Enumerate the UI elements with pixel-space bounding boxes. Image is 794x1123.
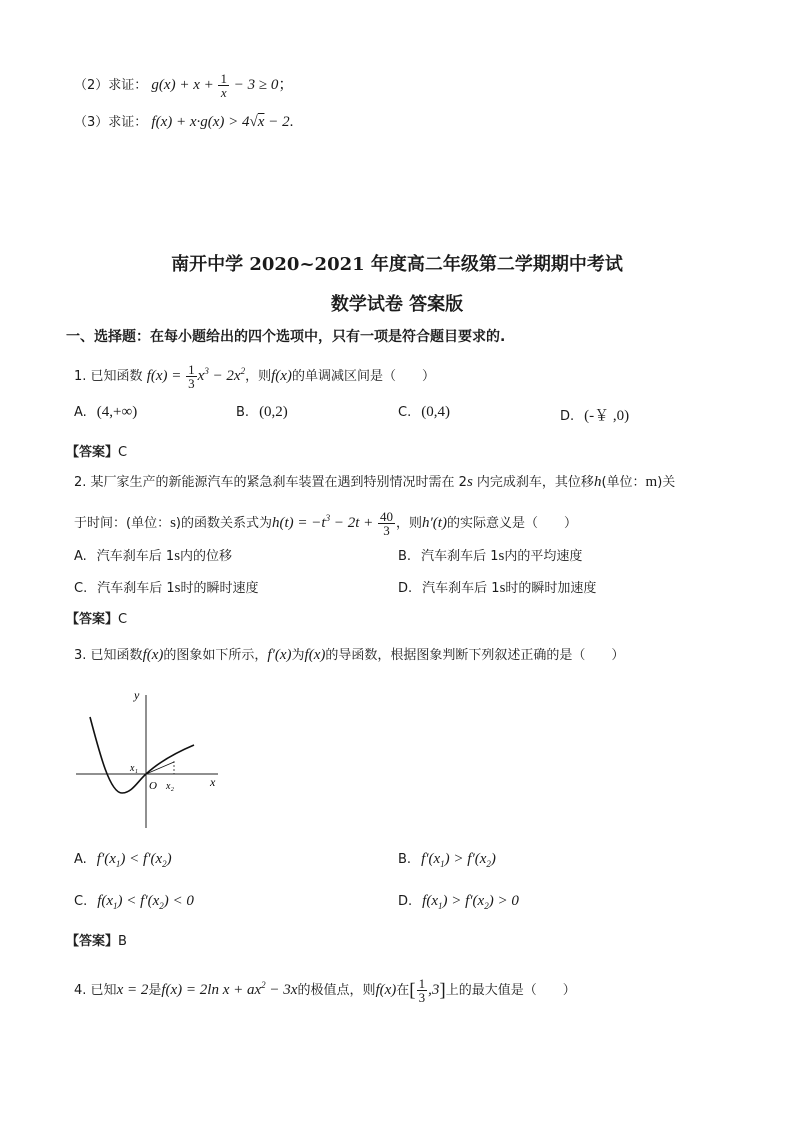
q2-line2-d: 的实际意义是（ ）: [446, 516, 577, 531]
q3-a-formula: $f'(x_1) < f'(x_2)$: [96, 851, 172, 869]
q3-answer-value: B: [118, 934, 127, 949]
q2-answer-tag: 【答案】: [66, 612, 119, 627]
q1-c-value: (0,4): [421, 404, 450, 420]
question-1: [74, 361, 435, 390]
q1-function: f(x) = $\frac{1}{3}$ $x^3 - 2x^2$: [146, 362, 246, 392]
part3-formula: f(x) + x·g(x) > 4√x − 2.: [151, 114, 294, 130]
q3-option-b[interactable]: [398, 851, 496, 869]
q2-line1-d: )关: [657, 475, 676, 490]
q2-b-text2: 内的平均速度: [504, 549, 583, 564]
question-2-line-1: 2. 某厂家生产的新能源汽车的紧急刹车装置在遇到特别情况时需在 2s 内完成刹车，其位移h(单位：m)关: [74, 474, 676, 490]
q4-interval: [ $\frac{1}{3}$ ,3]: [409, 976, 446, 1006]
exam-subtitle: 数学试卷 答案版: [330, 294, 464, 315]
q2-number: 2.: [74, 475, 87, 490]
q3-a-letter: A.: [74, 852, 87, 867]
q2-option-a[interactable]: A. 汽车刹车后 1s内的位移: [74, 548, 233, 564]
q2-a-text2: 内的位移: [180, 549, 233, 564]
question-4: 4. 已知x = 2是f(x) = 2ln $x + ax^2 - 3x$的极值点，则f(x)在[ $\frac{1}{3}$ ,3]上的最大值是（ ）: [74, 976, 576, 1006]
q3-prefix: 已知函数: [90, 648, 143, 663]
q2-line2-a: 于时间：(单位：: [74, 516, 171, 531]
q1-option-b[interactable]: [236, 404, 288, 421]
q1-option-d[interactable]: [560, 404, 629, 425]
section-heading: 一、选择题：在每小题给出的四个选项中，只有一项是符合题目要求的.: [66, 329, 506, 345]
question-3: 3. 已知函数f(x)的图象如下所示，f′(x)为f(x)的导函数，根据图象判断下列叙述正确的是（ ）: [74, 647, 625, 663]
q4-suffix: 上的最大值是（ ）: [445, 983, 576, 998]
exam-title: 南开中学 2020~2021 年度高二年级第二学期期中考试: [171, 254, 623, 275]
q4-prefix: 已知: [90, 983, 117, 998]
q2-line1-a: 某厂家生产的新能源汽车的紧急刹车装置在遇到特别情况时需在 2: [90, 475, 467, 490]
q2-line1-b: 内完成刹车，其位移: [472, 475, 594, 490]
y-label: y: [134, 688, 140, 702]
q3-c-letter: C.: [74, 894, 88, 909]
q2-function: $h(t) = -t^3 - 2t$ + $\frac{40}{3}$: [272, 509, 393, 539]
question-2-line-2: 于时间：(单位：s)的函数关系式为$h(t) = -t^3 - 2t$ + $\frac{40}{3}$ ，则h′(t)的实际意义是（ ）: [74, 509, 577, 539]
q1-d-value: (-￥ ,0): [584, 408, 630, 424]
q4-mid1: 是: [148, 983, 162, 998]
q2-c-text: 汽车刹车后 1: [97, 581, 175, 596]
q3-d-formula: $f(x_1) > f'(x_2) > 0$: [422, 893, 519, 911]
q2-answer: [66, 608, 127, 627]
origin-label: O: [149, 780, 157, 792]
q3-answer: [66, 930, 127, 949]
q3-option-a[interactable]: [74, 851, 172, 869]
q4-mid3: 在: [396, 983, 410, 998]
q3-d-letter: D.: [398, 894, 413, 909]
q4-function: f(x) = 2ln $x + ax^2 - 3x$: [161, 980, 298, 998]
q1-mid: ，则: [245, 369, 272, 384]
q2-b-letter: B.: [398, 549, 412, 564]
q3-b-letter: B.: [398, 852, 412, 867]
q2-option-b[interactable]: B. 汽车刹车后 1s内的平均速度: [398, 548, 583, 564]
q3-mid1: 的图象如下所示，: [163, 648, 268, 663]
q2-c-letter: C.: [74, 581, 88, 596]
q2-line2-c: ，则: [396, 516, 423, 531]
part2-formula: g(x) + x + $\frac{1}{x}$ − 3 ≥ 0；: [151, 71, 294, 100]
q2-a-text: 汽车刹车后 1: [96, 549, 175, 564]
q1-d-letter: D.: [560, 409, 575, 424]
q3-function-graph: [70, 685, 230, 835]
q2-answer-value: C: [118, 612, 128, 627]
q2-d-letter: D.: [398, 581, 413, 596]
q3-option-c[interactable]: [74, 893, 194, 911]
q4-number: 4.: [74, 983, 87, 998]
q4-mid2: 的极值点，则: [297, 983, 376, 998]
q1-number: 1.: [74, 369, 87, 384]
q2-d-text: 汽车刹车后 1: [422, 581, 500, 596]
proof-part-2: [74, 72, 293, 99]
q2-line2-b: )的函数关系式为: [175, 516, 272, 531]
q1-prefix: 已知函数: [90, 369, 143, 384]
q1-answer-value: C: [118, 445, 128, 460]
q2-option-c[interactable]: C. 汽车刹车后 1s时的瞬时速度: [74, 580, 259, 596]
q3-b-formula: $f'(x_1) > f'(x_2)$: [421, 851, 496, 869]
proof-part-3: [74, 112, 293, 133]
q1-fx: f(x): [271, 368, 292, 384]
x2-label: x₂: [166, 781, 174, 792]
q2-c-text2: 时的瞬时速度: [180, 581, 259, 596]
q3-c-formula: $f(x_1) < f'(x_2) < 0$: [97, 893, 194, 911]
q3-answer-tag: 【答案】: [66, 934, 119, 949]
q1-b-letter: B.: [236, 405, 250, 420]
q1-c-letter: C.: [398, 405, 412, 420]
q1-option-c[interactable]: [398, 404, 450, 421]
q1-answer: [66, 441, 127, 460]
q2-a-letter: A.: [74, 549, 87, 564]
q1-a-value: (4,+∞): [96, 404, 138, 420]
part3-label: （3）求证：: [74, 115, 148, 130]
q1-b-value: (0,2): [259, 404, 288, 420]
q3-number: 3.: [74, 648, 87, 663]
q3-suffix: 的导函数，根据图象判断下列叙述正确的是（ ）: [325, 648, 625, 663]
part2-label: （2）求证：: [74, 77, 148, 93]
q2-b-text: 汽车刹车后 1: [421, 549, 499, 564]
curve: [90, 717, 194, 793]
x1-label: x₁: [130, 763, 138, 774]
q3-option-d[interactable]: [398, 893, 519, 911]
q1-option-a[interactable]: [74, 404, 137, 421]
x-label: x: [210, 775, 216, 789]
q1-suffix: 的单调减区间是（ ）: [291, 369, 435, 384]
q2-line1-c: (单位：: [601, 475, 646, 490]
q2-d-text2: 时的瞬时加速度: [505, 581, 597, 596]
q3-mid2: 为: [291, 648, 305, 663]
q1-a-letter: A.: [74, 405, 87, 420]
q1-answer-tag: 【答案】: [66, 445, 119, 460]
q2-option-d[interactable]: D. 汽车刹车后 1s时的瞬时加速度: [398, 580, 597, 596]
